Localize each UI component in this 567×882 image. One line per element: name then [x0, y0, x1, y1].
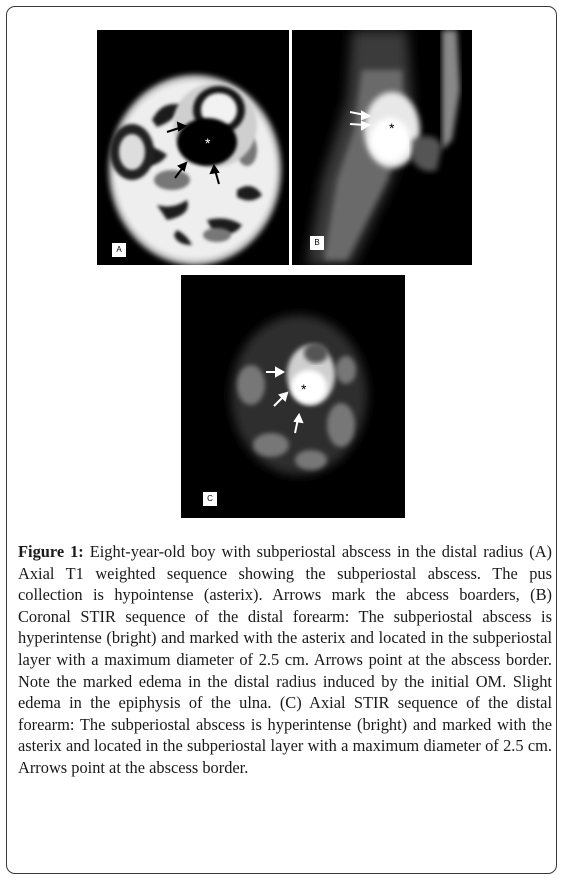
- figure-caption-label: Figure 1:: [18, 542, 84, 561]
- asterisk-marker: *: [301, 381, 307, 397]
- mri-panel-a: [97, 30, 289, 265]
- mri-axial-t1-image: [97, 30, 289, 265]
- asterisk-marker: *: [389, 120, 395, 136]
- mri-axial-stir-image: [181, 275, 405, 518]
- panel-label-b: B: [310, 236, 324, 250]
- figure-caption: [18, 541, 552, 779]
- asterisk-marker: *: [205, 135, 211, 151]
- panel-label-c: C: [203, 492, 217, 506]
- panel-label-a: A: [112, 243, 126, 257]
- mri-panel-c: [181, 275, 405, 518]
- mri-panel-b: [292, 30, 472, 265]
- figure-caption-text: Eight-year-old boy with subperiostal abscess in the distal radius (A) Axial T1 weighted sequence showing the subperiostal abscess. The pus collection is hypointense (asterix). Arrows mark the abcess boarders, (B) Coronal STIR sequence of the distal forearm: The subperiostal abscess is hyperintense (bright) and marked with the asterix and located in the subperiostal layer with a maximum diameter of 2.5 cm. Arrows point at the abscess border. Note the marked edema in the distal radius induced by the initial OM. Slight edema in the epiphysis of the ulna. (C) Axial STIR sequence of the distal forearm: The subperiostal abscess is hyperintense (bright) and marked with the asterix and located in the subperiostal layer with a maximum diameter of 2.5 cm. Arrows point at the abscess border.: [18, 542, 552, 777]
- mri-coronal-stir-image: [292, 30, 472, 265]
